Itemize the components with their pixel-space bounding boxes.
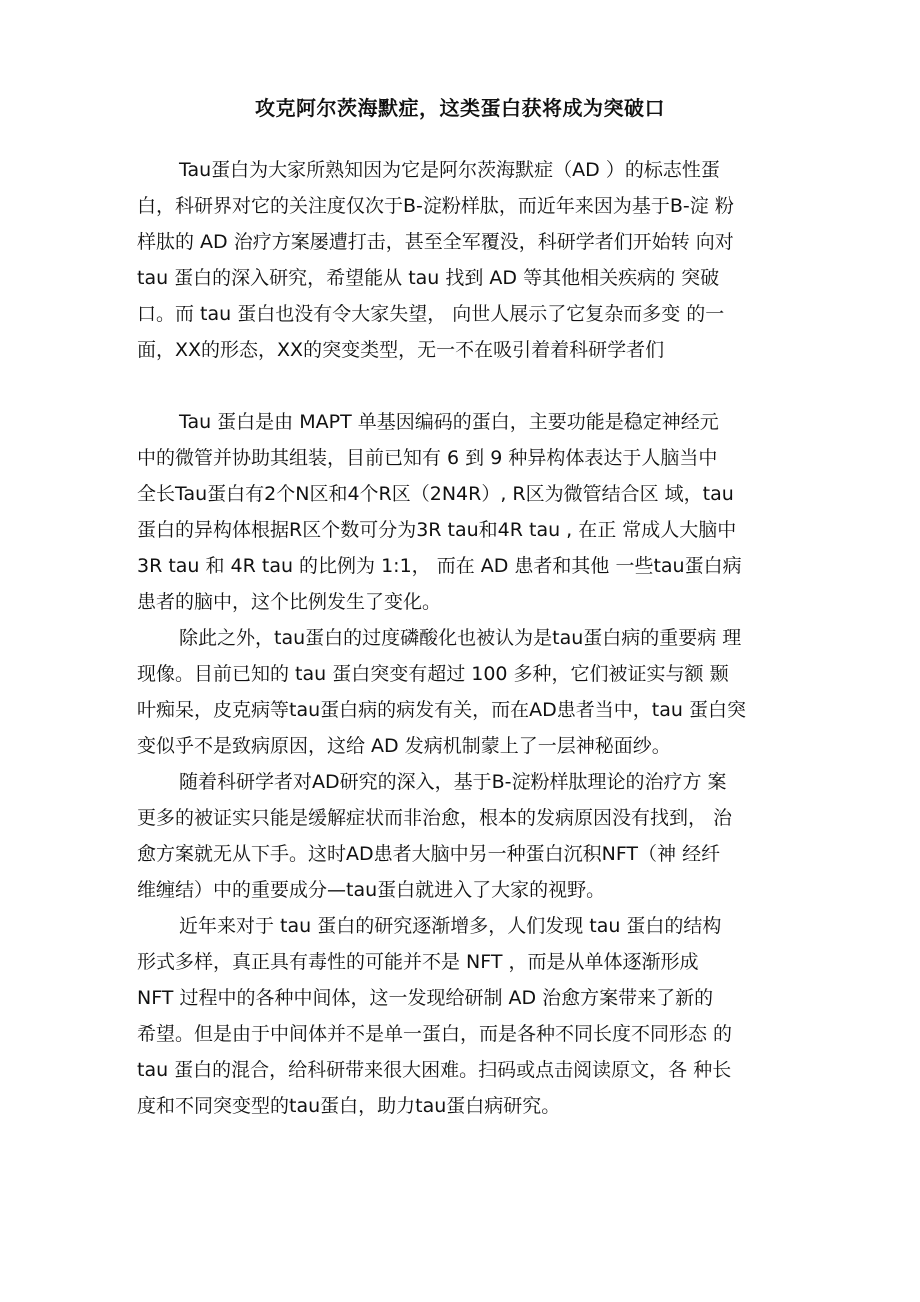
paragraph-line: 变似乎不是致病原因，这给 AD 发病机制蒙上了一层神秘面纱。 <box>137 735 671 757</box>
paragraph-spacer <box>137 368 787 404</box>
paragraph-line: 随着科研学者对AD研究的深入，基于B-淀粉样肽理论的治疗方 案 <box>179 771 727 793</box>
paragraph-5 <box>137 908 787 1124</box>
document-body <box>137 152 787 1124</box>
paragraph-line: 现像。目前已知的 tau 蛋白突变有超过 100 多种，它们被证实与额 颞 <box>137 663 729 685</box>
document-title: 攻克阿尔茨海默症，这类蛋白获将成为突破口 <box>255 96 665 120</box>
paragraph-line: 白，科研界对它的关注度仅次于B-淀粉样肽，而近年来因为基于B-淀 粉 <box>137 195 734 217</box>
paragraph-line: 形式多样，真正具有毒性的可能并不是 NFT ，而是从单体逐渐形成 <box>137 951 699 973</box>
paragraph-line: 口。而 tau 蛋白也没有令大家失望， 向世人展示了它复杂而多变 的一 <box>137 303 725 325</box>
paragraph-line: tau 蛋白的深入研究，希望能从 tau 找到 AD 等其他相关疾病的 突破 <box>137 267 720 289</box>
paragraph-4 <box>137 764 787 908</box>
paragraph-line: 全长Tau蛋白有2个N区和4个R区（2N4R）, R区为微管结合区 域，tau <box>137 483 734 505</box>
paragraph-line: Tau蛋白为大家所熟知因为它是阿尔茨海默症（AD ）的标志性蛋 <box>179 159 720 181</box>
paragraph-line: 3R tau 和 4R tau 的比例为 1:1， 而在 AD 患者和其他 一些tau蛋白病 <box>137 555 742 577</box>
paragraph-line: 除此之外，tau蛋白的过度磷酸化也被认为是tau蛋白病的重要病 理 <box>179 627 742 649</box>
paragraph-line: tau 蛋白的混合，给科研带来很大困难。扫码或点击阅读原文，各 种长 <box>137 1059 732 1081</box>
paragraph-line: 叶痴呆，皮克病等tau蛋白病的病发有关，而在AD患者当中，tau 蛋白突 <box>137 699 746 721</box>
paragraph-line: 蛋白的异构体根据R区个数可分为3R tau和4R tau , 在正 常成人大脑中 <box>137 519 737 541</box>
paragraph-line: 面，XX的形态，XX的突变类型，无一不在吸引着着科研学者们 <box>137 339 665 361</box>
paragraph-3 <box>137 620 787 764</box>
paragraph-line: NFT 过程中的各种中间体，这一发现给研制 AD 治愈方案带来了新的 <box>137 987 714 1009</box>
paragraph-1 <box>137 152 787 368</box>
paragraph-line: 更多的被证实只能是缓解症状而非治愈，根本的发病原因没有找到， 治 <box>137 807 733 829</box>
paragraph-2 <box>137 404 787 620</box>
paragraph-line: 维缠结）中的重要成分—tau蛋白就进入了大家的视野。 <box>137 879 606 901</box>
paragraph-line: 希望。但是由于中间体并不是单一蛋白，而是各种不同长度不同形态 的 <box>137 1023 733 1045</box>
paragraph-line: 愈方案就无从下手。这时AD患者大脑中另一种蛋白沉积NFT（神 经纤 <box>137 843 721 865</box>
paragraph-line: 度和不同突变型的tau蛋白，助力tau蛋白病研究。 <box>137 1095 561 1117</box>
paragraph-line: 患者的脑中，这个比例发生了变化。 <box>137 591 442 613</box>
paragraph-line: Tau 蛋白是由 MAPT 单基因编码的蛋白，主要功能是稳定神经元 <box>179 411 719 433</box>
paragraph-line: 样肽的 AD 治疗方案屡遭打击，甚至全军覆没，科研学者们开始转 向对 <box>137 231 734 253</box>
paragraph-line: 中的微管并协助其组装，目前已知有 6 到 9 种异构体表达于人脑当中 <box>137 447 718 469</box>
paragraph-line: 近年来对于 tau 蛋白的研究逐渐增多，人们发现 tau 蛋白的结构 <box>179 915 722 937</box>
